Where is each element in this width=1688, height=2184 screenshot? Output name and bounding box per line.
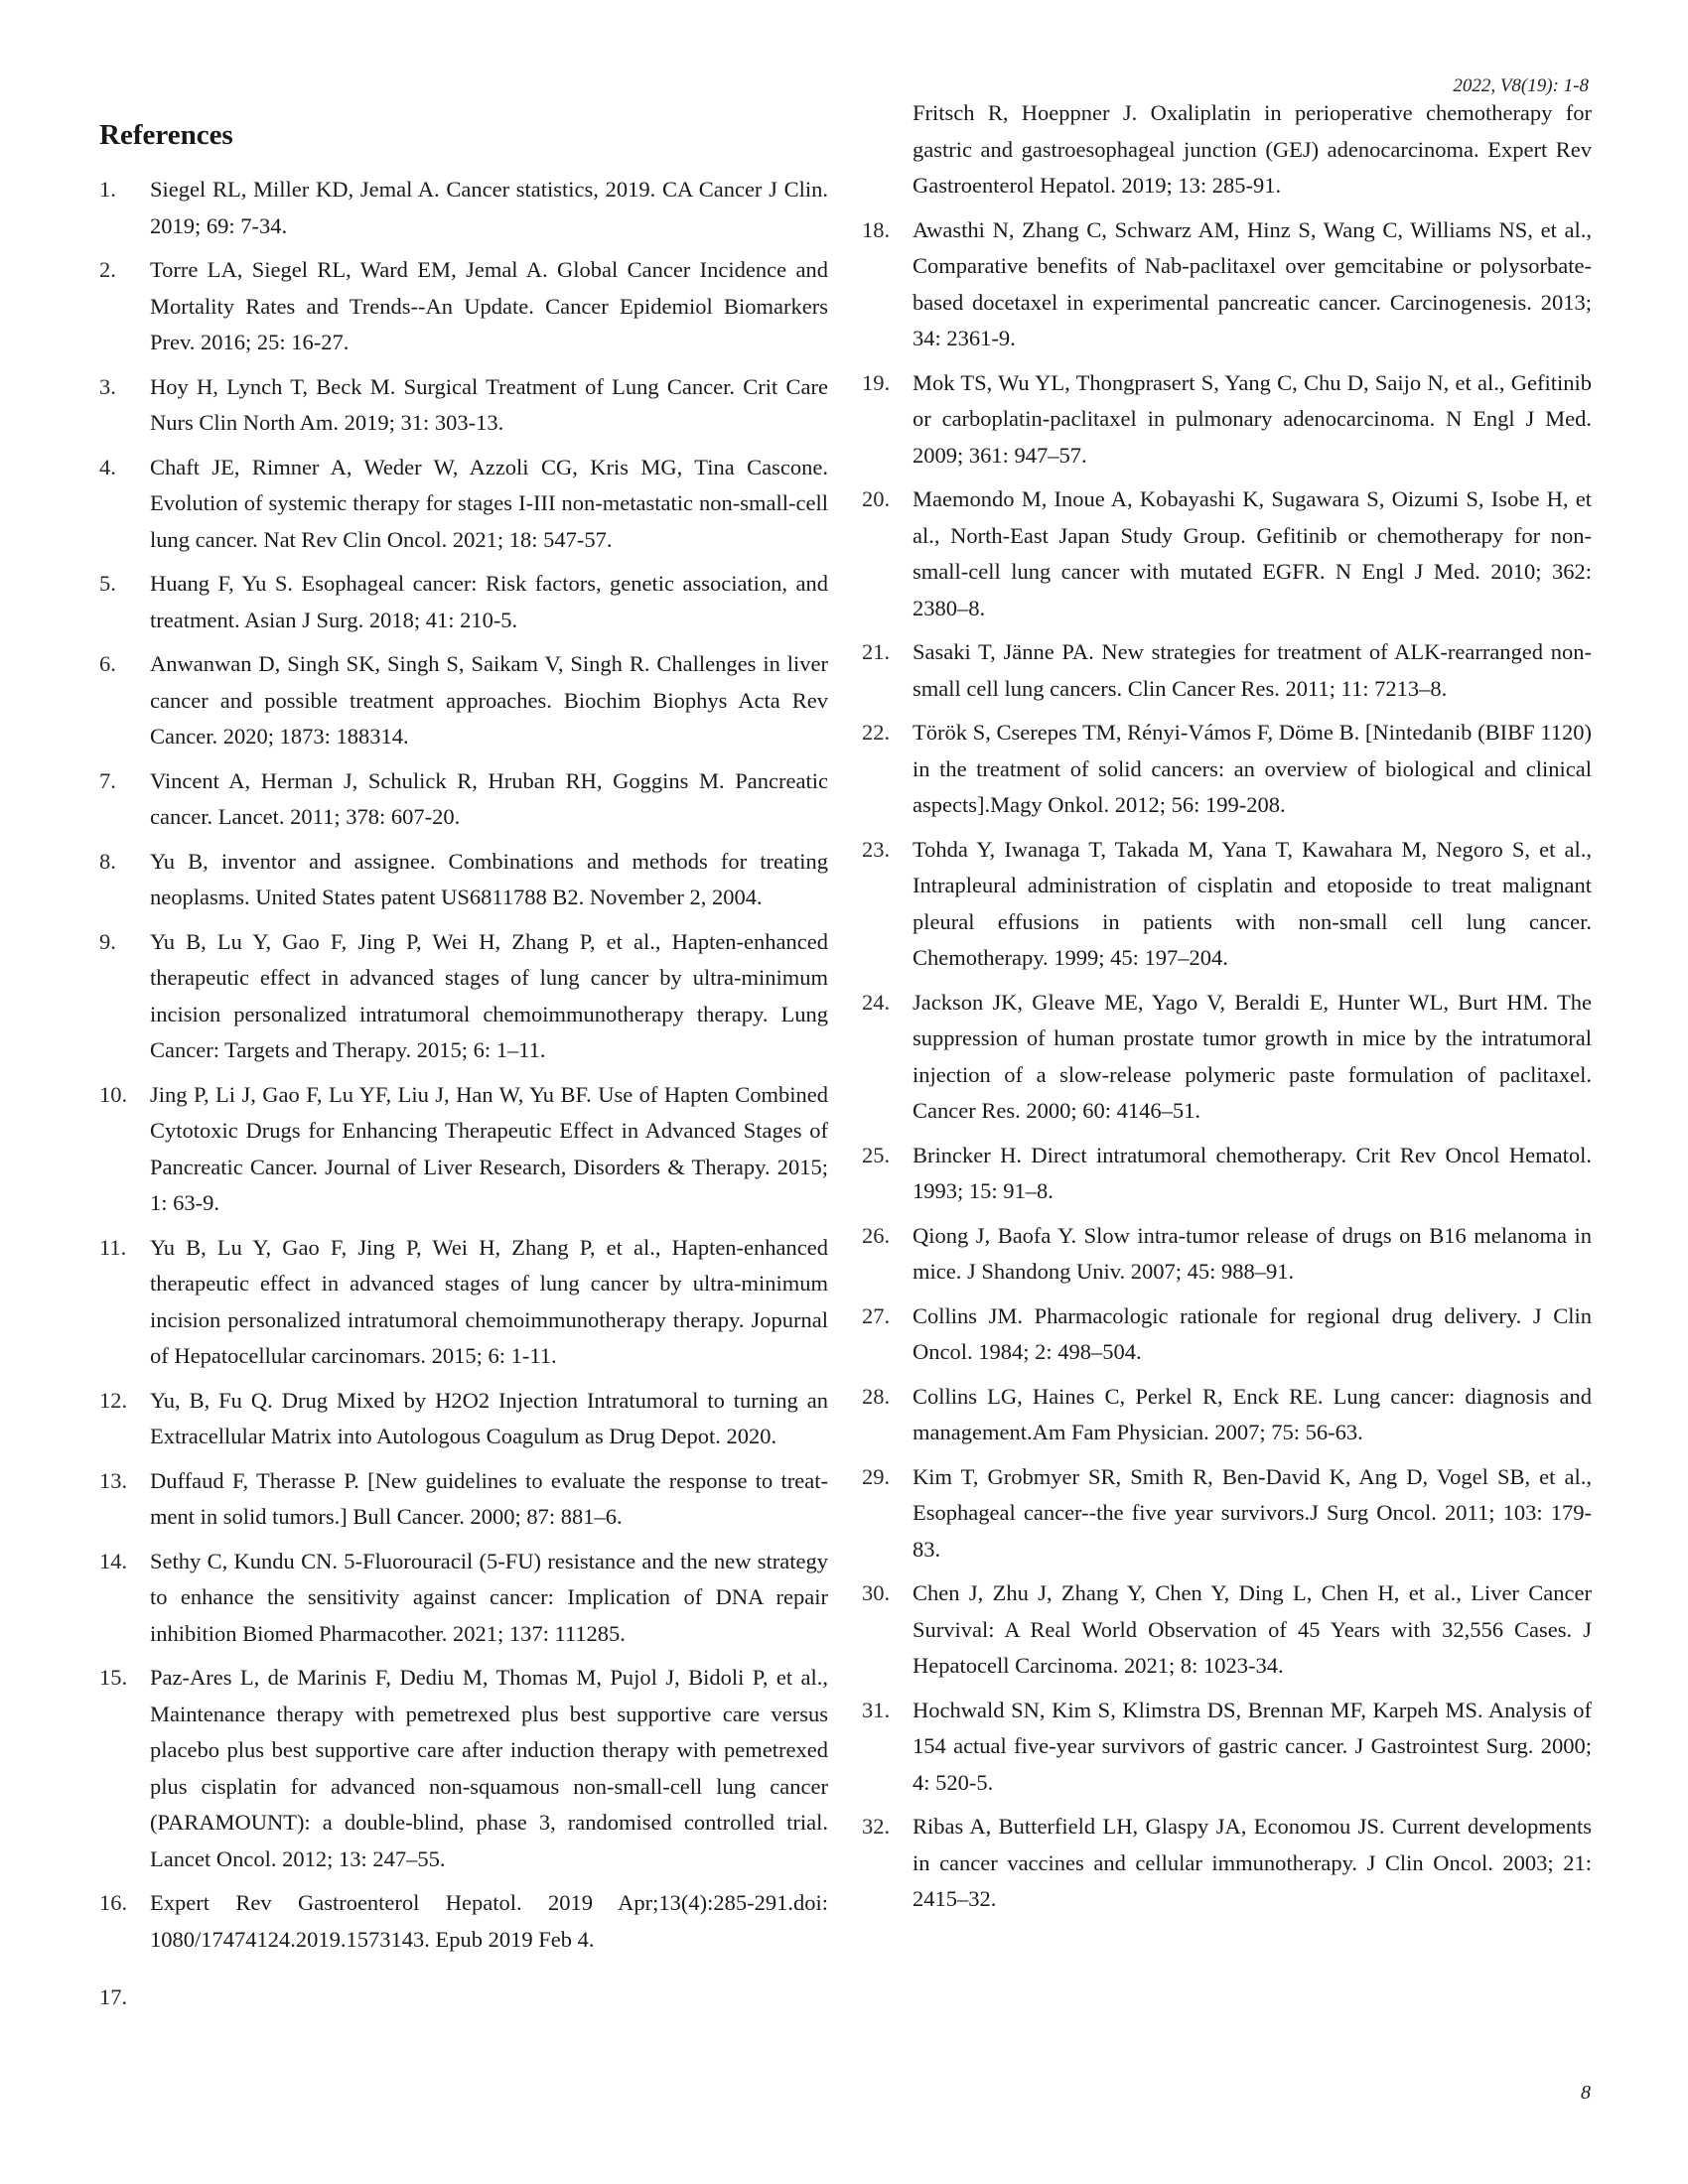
reference-text: Jing P, Li J, Gao F, Lu YF, Liu J, Han W, Yu BF. Use of Hapten Combined Cytotoxic Drugs for Enhancing Therapeutic Effect in Advanced Stages of Pancreatic Cancer. Journal of Liver Research, Disorders & Therapy. 2015; 1: 63-9. [150, 1081, 828, 1215]
reference-item [99, 369, 828, 442]
reference-text: Anwanwan D, Singh SK, Singh S, Saikam V, Singh R. Challenges in liver cancer and possible treatment approaches. Biochim Biophys Acta Rev Cancer. 2020; 1873: 188314. [150, 651, 828, 749]
reference-text: Duffaud F, Therasse P. [New guidelines to evaluate the response to treat-ment in solid tumors.] Bull Cancer. 2000; 87: 881–6. [150, 1467, 828, 1529]
reference-item [99, 763, 828, 836]
reference-item [99, 1077, 828, 1222]
reference-item [862, 1809, 1592, 1918]
reference-number: 9. [99, 928, 116, 954]
reference-text: Kim T, Grobmyer SR, Smith R, Ben-David K, Ang D, Vogel SB, et al., Esophageal cancer--the five year survivors.J Surg Oncol. 2011; 103: 179-83. [913, 1463, 1592, 1562]
reference-text: Sethy C, Kundu CN. 5-Fluorouracil (5-FU) resistance and the new strategy to enhance the sensitivity against cancer: Implication of DNA repair inhibition Biomed Pharmacother. 2021; 137: 111285. [150, 1548, 828, 1646]
reference-number: 27. [862, 1302, 891, 1328]
reference-number: 31. [862, 1697, 891, 1722]
reference-text: Hoy H, Lynch T, Beck M. Surgical Treatment of Lung Cancer. Crit Care Nurs Clin North Am. 2019; 31: 303-13. [150, 373, 828, 435]
reference-item [862, 715, 1592, 824]
reference-number: 22. [862, 720, 891, 745]
references-left-column [99, 172, 828, 2024]
reference-number: 7. [99, 767, 116, 793]
reference-number: 25. [862, 1142, 891, 1167]
reference-text: Hochwald SN, Kim S, Klimstra DS, Brennan MF, Karpeh MS. Analysis of 154 actual five-year survivors of gastric cancer. J Gastrointest Surg. 2000; 4: 520-5. [913, 1697, 1592, 1795]
reference-continuation [862, 95, 1592, 205]
reference-text: Tohda Y, Iwanaga T, Takada M, Yana T, Kawahara M, Negoro S, et al., Intrapleural administration of cisplatin and etoposide to treat malignant pleural effusions in patients with non-small cell lung cancer. Chemotherapy. 1999; 45: 197–204. [913, 836, 1592, 970]
reference-number: 17. [99, 1984, 128, 2009]
reference-text: Sasaki T, Jänne PA. New strategies for treatment of ALK-rearranged non-small cell lung cancers. Clin Cancer Res. 2011; 11: 7213–8. [913, 639, 1592, 701]
page-number: 8 [1581, 2082, 1591, 2104]
reference-text: Vincent A, Herman J, Schulick R, Hruban RH, Goggins M. Pancreatic cancer. Lancet. 2011; 378: 607-20. [150, 767, 828, 829]
reference-text: Collins LG, Haines C, Perkel R, Enck RE. Lung cancer: diagnosis and management.Am Fam Physician. 2007; 75: 56-63. [913, 1383, 1592, 1444]
references-heading: References [99, 119, 233, 151]
reference-item [99, 1463, 828, 1536]
reference-number: 28. [862, 1383, 891, 1409]
reference-item [99, 566, 828, 638]
reference-item [99, 1383, 828, 1455]
reference-text: Brincker H. Direct intratumoral chemotherapy. Crit Rev Oncol Hematol. 1993; 15: 91–8. [913, 1142, 1592, 1203]
reference-text: Awasthi N, Zhang C, Schwarz AM, Hinz S, Wang C, Williams NS, et al., Comparative benefits of Nab-paclitaxel over gemcitabine or polysorbate-based docetaxel in experimental pancreatic cancer. Carcinogenesis. 2013; 34: 2361-9. [913, 216, 1592, 350]
reference-number: 20. [862, 486, 891, 511]
reference-text: Yu B, Lu Y, Gao F, Jing P, Wei H, Zhang P, et al., Hapten-enhanced therapeutic effect in advanced stages of lung cancer by ultra-minimum incision personalized intratumoral chemoimmunotherapy therapy. Jopurnal of Hepatocellular carcinomars. 2015; 6: 1-11. [150, 1234, 828, 1368]
reference-number: 32. [862, 1814, 891, 1839]
reference-item [862, 832, 1592, 977]
reference-number: 26. [862, 1222, 891, 1248]
reference-item [99, 1979, 828, 2016]
reference-text: Yu B, inventor and assignee. Combinations and methods for treating neoplasms. United States patent US6811788 B2. November 2, 2004. [150, 848, 828, 909]
journal-issue-header: 2022, V8(19): 1-8 [1453, 75, 1589, 96]
references-right-column [862, 95, 1592, 1926]
reference-item [862, 1693, 1592, 1802]
reference-text: Collins JM. Pharmacologic rationale for regional drug delivery. J Clin Oncol. 1984; 2: 498–504. [913, 1302, 1592, 1364]
reference-number: 30. [862, 1580, 891, 1605]
reference-item [862, 365, 1592, 475]
reference-number: 3. [99, 373, 116, 399]
reference-item [99, 172, 828, 244]
reference-text: Siegel RL, Miller KD, Jemal A. Cancer statistics, 2019. CA Cancer J Clin. 2019; 69: 7-34. [150, 177, 828, 238]
reference-item [862, 634, 1592, 707]
reference-number: 21. [862, 639, 891, 664]
reference-text: Yu, B, Fu Q. Drug Mixed by H2O2 Injection Intratumoral to turning an Extracellular Matrix into Autologous Coagulum as Drug Depot. 2020. [150, 1387, 828, 1448]
reference-text: Huang F, Yu S. Esophageal cancer: Risk factors, genetic association, and treatment. Asian J Surg. 2018; 41: 210-5. [150, 571, 828, 632]
reference-item [862, 481, 1592, 626]
reference-text: Torre LA, Siegel RL, Ward EM, Jemal A. Global Cancer Incidence and Mortality Rates and Trends--An Update. Cancer Epidemiol Biomarkers Prev. 2016; 25: 16-27. [150, 257, 828, 354]
reference-text: Jackson JK, Gleave ME, Yago V, Beraldi E, Hunter WL, Burt HM. The suppression of human prostate tumor growth in mice by the intratumoral injection of a slow-release polymeric paste formulation of paclitaxel. Cancer Res. 2000; 60: 4146–51. [913, 989, 1592, 1123]
reference-text: Mok TS, Wu YL, Thongprasert S, Yang C, Chu D, Saijo N, et al., Gefitinib or carboplatin-paclitaxel in pulmonary adenocarcinoma. N Engl J Med. 2009; 361: 947–57. [913, 369, 1592, 468]
reference-number: 6. [99, 651, 116, 676]
reference-number: 18. [862, 216, 891, 242]
reference-text: Fritsch R, Hoeppner J. Oxaliplatin in perioperative chemotherapy for gastric and gastroesophageal junction (GEJ) adenocarcinoma. Expert Rev Gastroenterol Hepatol. 2019; 13: 285-91. [913, 100, 1592, 198]
reference-number: 11. [99, 1234, 127, 1260]
reference-number: 16. [99, 1890, 128, 1915]
reference-item [862, 1379, 1592, 1451]
reference-item [99, 1230, 828, 1375]
reference-text: Expert Rev Gastroenterol Hepatol. 2019 Apr;13(4):285-291.doi: 1080/17474124.2019.1573143. Epub 2019 Feb 4. [150, 1890, 828, 1952]
reference-number: 10. [99, 1081, 128, 1107]
reference-item [862, 985, 1592, 1130]
reference-item [99, 450, 828, 559]
reference-text: Qiong J, Baofa Y. Slow intra-tumor release of drugs on B16 melanoma in mice. J Shandong Univ. 2007; 45: 988–91. [913, 1222, 1592, 1284]
reference-item [862, 1575, 1592, 1685]
reference-item [862, 1298, 1592, 1371]
reference-number: 24. [862, 989, 891, 1015]
reference-number: 12. [99, 1387, 128, 1413]
reference-item [862, 1138, 1592, 1210]
reference-item [99, 924, 828, 1069]
reference-number: 14. [99, 1548, 128, 1573]
reference-number: 1. [99, 177, 116, 202]
reference-text: Paz-Ares L, de Marinis F, Dediu M, Thomas M, Pujol J, Bidoli P, et al., Maintenance therapy with pemetrexed plus best supportive care versus placebo plus best supportive care after induction therapy with pemetrexed plus cisplatin for advanced non-squamous non-small-cell lung cancer (PARAMOUNT): a double-blind, phase 3, randomised controlled trial. Lancet Oncol. 2012; 13: 247–55. [150, 1665, 828, 1871]
reference-item [862, 1218, 1592, 1291]
reference-text: Ribas A, Butterfield LH, Glaspy JA, Economou JS. Current developments in cancer vaccines and cellular immunotherapy. J Clin Oncol. 2003; 21: 2415–32. [913, 1814, 1592, 1911]
reference-item [99, 252, 828, 361]
reference-number: 13. [99, 1467, 128, 1493]
reference-text: Yu B, Lu Y, Gao F, Jing P, Wei H, Zhang P, et al., Hapten-enhanced therapeutic effect in advanced stages of lung cancer by ultra-minimum incision personalized intratumoral chemoimmunotherapy therapy. Lung Cancer: Targets and Therapy. 2015; 6: 1–11. [150, 928, 828, 1062]
reference-number: 29. [862, 1463, 891, 1489]
reference-text: Chen J, Zhu J, Zhang Y, Chen Y, Ding L, Chen H, et al., Liver Cancer Survival: A Real World Observation of 45 Years with 32,556 Cases. J Hepatocell Carcinoma. 2021; 8: 1023-34. [913, 1580, 1592, 1678]
reference-number: 2. [99, 257, 116, 282]
reference-item [99, 844, 828, 916]
reference-number: 15. [99, 1665, 128, 1690]
reference-item [99, 1885, 828, 1958]
reference-text: Maemondo M, Inoue A, Kobayashi K, Sugawara S, Oizumi S, Isobe H, et al., North-East Japan Study Group. Gefitinib or chemotherapy for non-small-cell lung cancer with mutated EGFR. N Engl J Med. 2010; 362: 2380–8. [913, 486, 1592, 620]
reference-item [99, 1544, 828, 1653]
reference-number: 5. [99, 571, 116, 596]
reference-item [99, 1660, 828, 1877]
reference-text: Chaft JE, Rimner A, Weder W, Azzoli CG, Kris MG, Tina Cascone. Evolution of systemic therapy for stages I-III non-metastatic non-small-cell lung cancer. Nat Rev Clin Oncol. 2021; 18: 547-57. [150, 454, 828, 552]
reference-item [862, 212, 1592, 357]
reference-number: 23. [862, 836, 891, 862]
reference-text: Török S, Cserepes TM, Rényi-Vámos F, Döme B. [Nintedanib (BIBF 1120) in the treatment of solid cancers: an overview of biological and clinical aspects].Magy Onkol. 2012; 56: 199-208. [913, 720, 1592, 817]
reference-number: 8. [99, 848, 116, 874]
reference-item [99, 646, 828, 755]
reference-number: 19. [862, 369, 891, 395]
reference-item [862, 1459, 1592, 1569]
reference-number: 4. [99, 454, 116, 479]
